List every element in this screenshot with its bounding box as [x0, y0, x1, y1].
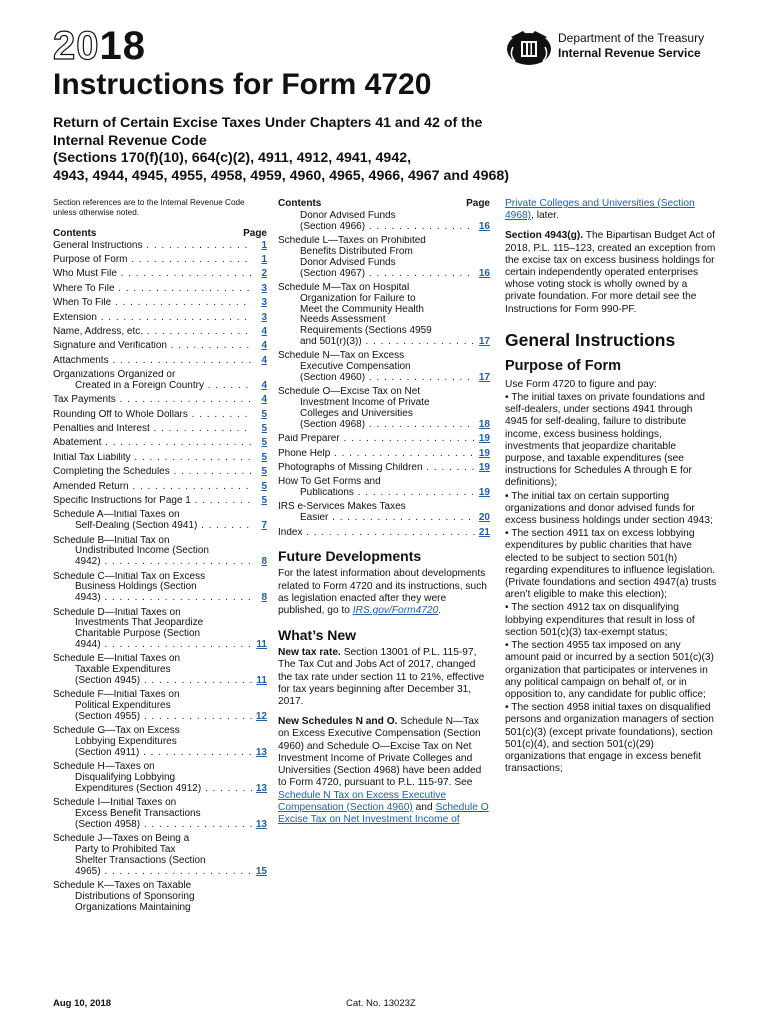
- toc-entry[interactable]: [53, 536, 267, 568]
- toc-page-link[interactable]: 4: [261, 354, 267, 366]
- toc-page-link[interactable]: 8: [261, 592, 267, 604]
- purpose-bullet: • The initial taxes on private foundations and self-dealers, under sections 4941 through 4945 for self-dealing, failure to distribute income, excess business holdings, investments that jeopardize charitable purpose, and taxable expenditures (see instructions for Schedules A through E for definitions);: [505, 392, 705, 489]
- toc-entry[interactable]: [53, 453, 267, 464]
- toc-entry[interactable]: [53, 834, 267, 877]
- toc-entry-label: Political Expenditures: [75, 700, 171, 712]
- toc-entry-label: Colleges and Universities: [300, 407, 413, 419]
- toc-entry[interactable]: [53, 241, 267, 252]
- toc-entry[interactable]: [278, 528, 490, 539]
- toc-entry-label: Photographs of Missing Children: [278, 462, 423, 473]
- toc-entry-label: (Section 4958) . . .: [53, 820, 252, 831]
- bullet-icon: •: [505, 490, 512, 502]
- toc-entry-label: Schedule E—Initial Taxes on: [53, 654, 181, 665]
- toc-page-link[interactable]: 5: [261, 466, 267, 478]
- toc-entry[interactable]: [53, 395, 267, 406]
- toc-entry-label: 4944) . . .: [53, 640, 252, 651]
- toc-entry[interactable]: [53, 572, 267, 604]
- toc-entry-label: Schedule K—Taxes on Taxable: [53, 880, 192, 892]
- toc-entry-label: Investment Income of Private: [300, 397, 430, 409]
- toc-entry-label: Benefits Distributed From: [300, 245, 413, 257]
- page-title: Instructions for Form 4720: [53, 68, 432, 101]
- toc-page-link[interactable]: 3: [261, 297, 267, 309]
- toc-entry[interactable]: [278, 477, 490, 499]
- toc-entry[interactable]: [53, 284, 267, 295]
- toc-page-link[interactable]: 5: [261, 408, 267, 420]
- table-of-contents: [53, 241, 267, 878]
- toc-entry-label: Initial Tax Liability: [53, 452, 131, 463]
- toc-entry-label: Created in a Foreign Country . . .: [53, 381, 252, 392]
- bullet-icon: •: [505, 602, 512, 614]
- schedule-o-link[interactable]: Schedule O Excise Tax on Net Investment Income of: [278, 801, 489, 825]
- bullet-icon: •: [505, 392, 512, 404]
- toc-entry-label: Schedule C—Initial Tax on Excess: [53, 571, 206, 582]
- toc-entry[interactable]: [53, 690, 267, 722]
- toc-page-link[interactable]: 3: [261, 282, 267, 294]
- toc-entry-label: Schedule I—Initial Taxes on: [53, 798, 177, 809]
- table-of-contents-continued: [278, 211, 490, 538]
- toc-entry[interactable]: [53, 467, 267, 478]
- toc-entry-label: Shelter Transactions (Section: [75, 854, 206, 866]
- toc-page-link[interactable]: 21: [478, 526, 490, 538]
- future-developments-heading: Future Developments: [278, 548, 422, 565]
- toc-entry[interactable]: [53, 410, 267, 421]
- toc-entry[interactable]: [278, 283, 490, 348]
- toc-entry[interactable]: [53, 298, 267, 309]
- toc-entry-label: (Section 4960) . . .: [278, 373, 475, 384]
- toc-entry[interactable]: [278, 236, 490, 279]
- toc-entry-label: Schedule M—Tax on Hospital: [278, 282, 410, 293]
- toc-page-link[interactable]: 18: [478, 418, 490, 430]
- toc-entry-label: Distributions of Sponsoring: [75, 890, 195, 902]
- toc-entry-label: Extension: [53, 312, 97, 323]
- toc-entry-label: Investments That Jeopardize: [75, 617, 204, 629]
- toc-page-link[interactable]: 4: [261, 325, 267, 337]
- toc-entry-label: Donor Advised Funds: [300, 211, 396, 221]
- toc-entry-label: Index: [278, 527, 303, 538]
- toc-entry[interactable]: [278, 211, 490, 233]
- toc-entry-label: Organizations Maintaining: [75, 901, 191, 913]
- toc-page-link[interactable]: 19: [478, 461, 490, 473]
- revision-date: Aug 10, 2018: [53, 998, 112, 1009]
- toc-entry-label: Schedule J—Taxes on Being a: [53, 834, 190, 845]
- toc-page-link[interactable]: 7: [261, 520, 267, 532]
- column-middle: [278, 198, 490, 834]
- catalog-number: Cat. No. 13023Z: [346, 998, 416, 1009]
- toc-entry-label: Requirements (Sections 4959: [300, 325, 432, 337]
- toc-entry[interactable]: [278, 502, 490, 524]
- toc-page-link[interactable]: 3: [261, 311, 267, 323]
- toc-page-link[interactable]: 5: [261, 451, 267, 463]
- toc-entry-label: Organization for Failure to: [300, 292, 416, 304]
- toc-entry[interactable]: [278, 351, 490, 383]
- toc-page-link[interactable]: 17: [478, 371, 490, 383]
- toc-header: Contents Page: [53, 227, 267, 239]
- toc-page-link[interactable]: 17: [478, 335, 490, 347]
- toc-entry[interactable]: [53, 798, 267, 830]
- toc-entry[interactable]: [53, 424, 267, 435]
- purpose-intro: Use Form 4720 to figure and pay:: [505, 378, 657, 390]
- toc-entry-label: Schedule N—Tax on Excess: [278, 351, 405, 362]
- toc-entry-label: Signature and Verification: [53, 341, 167, 352]
- bullet-icon: •: [505, 528, 512, 540]
- toc-entry-label: Schedule O—Excise Tax on Net: [278, 387, 421, 398]
- purpose-bullet: • The section 4958 initial taxes on disqualified persons and organization managers of section 501(c)(3) (except private foundations), section 501(c)(4), and section 501(c)(29) organizations that engage in excess benefit transactions;: [505, 702, 714, 775]
- purpose-bullet-list: [505, 392, 717, 775]
- toc-page-link[interactable]: 1: [261, 239, 267, 251]
- irs-form4720-link[interactable]: IRS.gov/Form4720: [352, 605, 439, 617]
- toc-page-link[interactable]: 5: [261, 480, 267, 492]
- toc-entry[interactable]: [278, 387, 490, 430]
- toc-page-link[interactable]: 15: [255, 865, 267, 877]
- toc-entry-label: Schedule H—Taxes on: [53, 762, 155, 773]
- toc-entry-label: Tax Payments: [53, 395, 116, 406]
- toc-page-link[interactable]: 4: [261, 379, 267, 391]
- toc-entry-label: Organizations Organized or: [53, 370, 176, 381]
- toc-entry[interactable]: [53, 510, 267, 532]
- toc-entry-label: Name, Address, etc.: [53, 326, 144, 337]
- toc-entry-label: Paid Preparer: [278, 434, 340, 445]
- toc-entry-label: (Section 4911) . . .: [53, 748, 252, 759]
- schedule-n-link[interactable]: Schedule N Tax on Excess Executive Compensation (Section 4960): [278, 789, 446, 813]
- column-left: [53, 198, 267, 913]
- toc-entry-label: Completing the Schedules: [53, 467, 170, 478]
- toc-entry-label: When To File: [53, 298, 112, 309]
- toc-entry-label: (Section 4966) . . .: [278, 222, 475, 233]
- toc-entry[interactable]: [53, 438, 267, 449]
- general-instructions-heading: General Instructions: [505, 329, 676, 350]
- purpose-bullet: • The section 4955 tax imposed on any amount paid or incurred by a section 501(c)(3) organization that participates or intervenes in any political campaign on behalf of, or in opposition to, any candidate for public office;: [505, 640, 714, 700]
- section-reference-note: Section references are to the Internal Revenue Code unless otherwise noted.: [53, 198, 245, 218]
- toc-entry-label: Purpose of Form: [53, 254, 128, 265]
- toc-entry-label: 4943) . . .: [53, 593, 252, 604]
- toc-entry-label: Schedule D—Initial Taxes on: [53, 607, 181, 618]
- toc-entry-label: Undistributed Income (Section: [75, 545, 209, 557]
- toc-entry-label: Executive Compensation: [300, 361, 411, 373]
- toc-entry[interactable]: [53, 255, 267, 266]
- toc-entry-label: Schedule B—Initial Tax on: [53, 535, 170, 546]
- purpose-bullet: • The initial tax on certain supporting organizations and donor advised funds for excess business holdings under section 4943;: [505, 490, 713, 527]
- toc-entry[interactable]: [53, 356, 267, 367]
- form-subtitle: Return of Certain Excise Taxes Under Chapters 41 and 42 of the Internal Revenue Code (Sections 170(f)(10), 664(c)(2), 4911, 4912, 4941, 4942, 4943, 4944, 4945, 4955, 4958, 4959, 4960, 4965, 4966, 4967 and 4968): [53, 115, 509, 184]
- agency-name: Department of the Treasury Internal Revenue Service: [558, 31, 705, 60]
- toc-entry-label: Attachments: [53, 355, 109, 366]
- toc-header: Contents Page: [278, 198, 490, 209]
- toc-entry[interactable]: [53, 654, 267, 686]
- toc-page-link[interactable]: 4: [261, 340, 267, 352]
- toc-page-link[interactable]: 13: [255, 746, 267, 758]
- purpose-bullet: • The section 4912 tax on disqualifying lobbying expenditures that result in loss of section 501(c)(3) tax-exempt status;: [505, 602, 695, 638]
- toc-page-link[interactable]: 5: [261, 423, 267, 435]
- new-schedules-paragraph: New Schedules N and O. Schedule N—Tax on Excess Executive Compensation (Section 4960) and Schedule O—Excise Tax on Net Investment Income of Private Colleges and Universities (Section 4968) have been added to Form 4720, pursuant to P.L. 115-97. See Schedule N Tax on Excess Executive Compensation (Section 4960) and Schedule O Excise Tax on Net Investment Income of: [278, 716, 489, 825]
- toc-entry-label: Who Must File: [53, 269, 117, 280]
- toc-page-link[interactable]: 8: [261, 556, 267, 568]
- toc-page-link[interactable]: 20: [478, 512, 490, 524]
- purpose-of-form-heading: Purpose of Form: [505, 357, 622, 374]
- toc-entry-label: Schedule L—Taxes on Prohibited: [278, 236, 426, 247]
- toc-entry-label: Where To File: [53, 283, 115, 294]
- toc-entry-label: Publications . . .: [278, 488, 475, 499]
- toc-entry-label: Meet the Community Health: [300, 303, 424, 315]
- toc-entry-label: General Instructions: [53, 240, 143, 251]
- toc-page-link[interactable]: 19: [478, 487, 490, 499]
- toc-page-link[interactable]: 2: [261, 268, 267, 280]
- toc-page-link[interactable]: 19: [478, 433, 490, 445]
- toc-page-link[interactable]: 13: [255, 818, 267, 830]
- toc-entry[interactable]: [53, 726, 267, 758]
- toc-entry-label: Donor Advised Funds: [300, 256, 396, 268]
- toc-entry-label: Schedule G—Tax on Excess: [53, 726, 180, 737]
- toc-entry-label: and 501(r)(3)) . . .: [278, 337, 475, 348]
- toc-entry-label: (Section 4945) . . .: [53, 676, 252, 687]
- toc-entry-label: Amended Return: [53, 481, 129, 492]
- toc-entry[interactable]: [278, 463, 490, 474]
- toc-page-link[interactable]: 19: [478, 447, 490, 459]
- toc-page-link[interactable]: 11: [256, 674, 267, 686]
- toc-entry-label: IRS e-Services Makes Taxes: [278, 502, 406, 513]
- toc-entry[interactable]: [53, 608, 267, 651]
- toc-entry-label: Easier . . .: [278, 513, 475, 524]
- toc-entry-label: Lobbying Expenditures: [75, 736, 177, 748]
- toc-entry[interactable]: [53, 313, 267, 324]
- purpose-bullet: • The section 4911 tax on excess lobbying expenditures by public charities that have elected to be subject to section 501(h) regarding expenditures to influence legislation. (Private foundations and section 4947(a) trusts aren’t eligible to make this election);: [505, 528, 717, 601]
- whats-new-heading: What’s New: [278, 627, 357, 644]
- toc-entry[interactable]: [53, 341, 267, 352]
- toc-entry-label: Expenditures (Section 4912) . . .: [53, 784, 252, 795]
- toc-entry-label: (Section 4967) . . .: [278, 269, 475, 280]
- toc-entry-label: Penalties and Interest: [53, 424, 150, 435]
- toc-page-link[interactable]: 5: [261, 437, 267, 449]
- toc-entry-label: Business Holdings (Section: [75, 581, 197, 593]
- toc-entry-label: Party to Prohibited Tax: [75, 844, 176, 856]
- new-tax-rate-paragraph: New tax rate. Section 13001 of P.L. 115-97, The Tax Cut and Jobs Act of 2017, changed the tax rate under section 11 to 21%, effective for tax years beginning after December 31, 2017.: [278, 647, 485, 708]
- toc-page-link[interactable]: 4: [261, 394, 267, 406]
- toc-continued-entry: [53, 881, 267, 913]
- column-right: [505, 198, 717, 776]
- future-developments-text: For the latest information about developments related to Form 4720 and its instructions, such as legislation enacted after they were published, go to IRS.gov/Form4720.: [278, 568, 487, 617]
- toc-entry[interactable]: [53, 496, 267, 507]
- toc-entry[interactable]: [53, 370, 267, 392]
- toc-entry[interactable]: [278, 449, 490, 460]
- bullet-icon: •: [505, 640, 512, 652]
- toc-entry-label: Charitable Purpose (Section: [75, 628, 201, 640]
- toc-entry[interactable]: [53, 762, 267, 794]
- toc-entry-label: Disqualifying Lobbying: [75, 772, 176, 784]
- toc-page-link[interactable]: 13: [255, 782, 267, 794]
- toc-entry[interactable]: [278, 434, 490, 445]
- toc-entry-label: Excess Benefit Transactions: [75, 808, 201, 820]
- schedule-o-link-continued[interactable]: Private Colleges and Universities (Section 4968): [505, 198, 695, 222]
- toc-entry[interactable]: [53, 327, 267, 338]
- toc-entry-label: (Section 4955) . . .: [53, 712, 252, 723]
- irs-eagle-logo-icon: [505, 27, 553, 67]
- toc-entry-label: Abatement: [53, 438, 102, 449]
- schedule-o-link-continuation: Private Colleges and Universities (Section 4968), later.: [505, 198, 695, 222]
- form-year: 2018: [53, 24, 146, 68]
- toc-entry-label: Schedule A—Initial Taxes on: [53, 510, 180, 521]
- toc-entry-label: Taxable Expenditures: [75, 664, 171, 676]
- toc-entry-label: Self-Dealing (Section 4941) . . .: [53, 521, 252, 532]
- toc-page-link[interactable]: 11: [256, 638, 267, 650]
- toc-entry-label: How To Get Forms and: [278, 477, 381, 488]
- toc-page-link[interactable]: 1: [261, 253, 267, 265]
- toc-entry-label: Rounding Off to Whole Dollars: [53, 409, 188, 420]
- toc-entry-label: Needs Assessment: [300, 314, 386, 326]
- toc-entry-label: Schedule F—Initial Taxes on: [53, 690, 180, 701]
- toc-page-link[interactable]: 16: [478, 220, 490, 232]
- toc-page-link[interactable]: 5: [261, 495, 267, 507]
- toc-entry-label: Specific Instructions for Page 1: [53, 496, 191, 507]
- toc-page-link[interactable]: 12: [255, 710, 267, 722]
- toc-page-link[interactable]: 16: [478, 267, 490, 279]
- toc-entry-label: Phone Help: [278, 448, 331, 459]
- bullet-icon: •: [505, 702, 512, 714]
- section-4943g-paragraph: Section 4943(g). The Bipartisan Budget Act of 2018, P.L. 115–123, created an exception from the excise tax on excess business holdings for certain independently operated enterprises whose voting stock is wholly owned by a private foundation. For more detail see the Instructions for Form 990-PF.: [505, 230, 716, 315]
- toc-entry[interactable]: [53, 482, 267, 493]
- toc-entry-label: 4942) . . .: [53, 557, 252, 568]
- toc-entry[interactable]: [53, 269, 267, 280]
- toc-entry-label: (Section 4968) . . .: [278, 420, 475, 431]
- toc-entry-label: 4965) . . .: [53, 867, 252, 878]
